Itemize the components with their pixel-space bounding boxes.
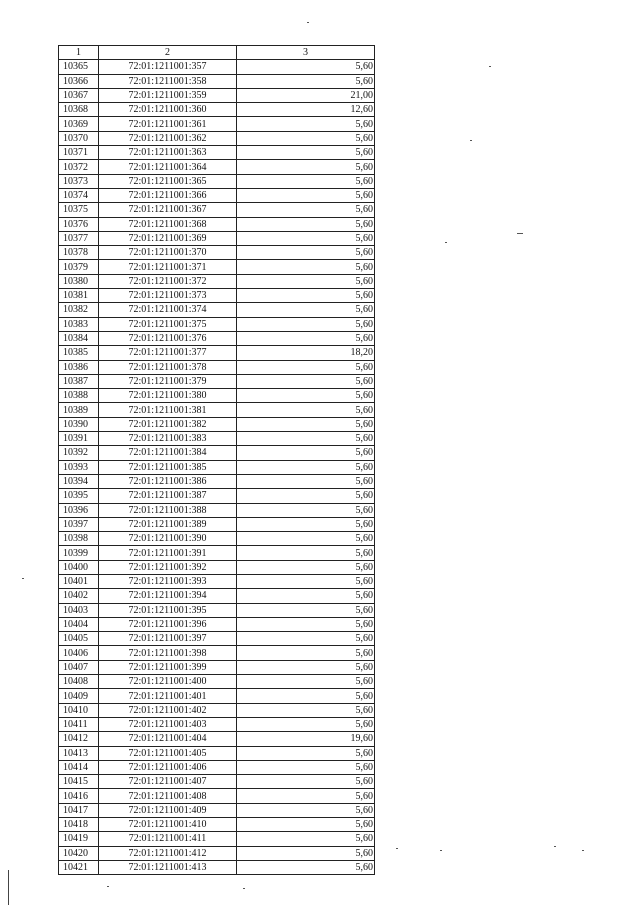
row-value: 5,60 <box>237 560 375 574</box>
scan-speck <box>582 850 584 851</box>
table-row <box>59 174 375 188</box>
row-number: 10387 <box>59 374 99 388</box>
table-row <box>59 74 375 88</box>
table-row <box>59 503 375 517</box>
row-number: 10369 <box>59 117 99 131</box>
row-number: 10404 <box>59 617 99 631</box>
row-number: 10365 <box>59 60 99 74</box>
cadastral-number: 72:01:1211001:396 <box>99 617 237 631</box>
row-number: 10389 <box>59 403 99 417</box>
row-number: 10382 <box>59 303 99 317</box>
cadastral-number: 72:01:1211001:369 <box>99 231 237 245</box>
row-value: 5,60 <box>237 432 375 446</box>
table-row <box>59 560 375 574</box>
row-value: 5,60 <box>237 818 375 832</box>
row-value: 5,60 <box>237 546 375 560</box>
scan-speck <box>22 578 24 579</box>
row-number: 10409 <box>59 689 99 703</box>
row-value: 5,60 <box>237 160 375 174</box>
cadastral-number: 72:01:1211001:410 <box>99 818 237 832</box>
cadastral-number: 72:01:1211001:388 <box>99 503 237 517</box>
table-row <box>59 417 375 431</box>
cadastral-number: 72:01:1211001:366 <box>99 188 237 202</box>
row-number: 10379 <box>59 260 99 274</box>
table-row <box>59 532 375 546</box>
column-header-3: 3 <box>237 46 375 60</box>
table-row <box>59 646 375 660</box>
row-value: 5,60 <box>237 417 375 431</box>
row-number: 10373 <box>59 174 99 188</box>
row-number: 10371 <box>59 146 99 160</box>
row-value: 5,60 <box>237 146 375 160</box>
cadastral-number: 72:01:1211001:389 <box>99 517 237 531</box>
cadastral-number: 72:01:1211001:359 <box>99 88 237 102</box>
cadastral-number: 72:01:1211001:401 <box>99 689 237 703</box>
row-value: 5,60 <box>237 846 375 860</box>
table-row <box>59 832 375 846</box>
cadastral-number: 72:01:1211001:378 <box>99 360 237 374</box>
table-row <box>59 260 375 274</box>
row-value: 5,60 <box>237 789 375 803</box>
row-number: 10396 <box>59 503 99 517</box>
table-row <box>59 274 375 288</box>
row-value: 5,60 <box>237 489 375 503</box>
table-row <box>59 603 375 617</box>
row-value: 5,60 <box>237 675 375 689</box>
cadastral-number: 72:01:1211001:367 <box>99 203 237 217</box>
row-value: 5,60 <box>237 289 375 303</box>
cadastral-number: 72:01:1211001:413 <box>99 860 237 874</box>
table-row <box>59 632 375 646</box>
table-row <box>59 246 375 260</box>
row-number: 10421 <box>59 860 99 874</box>
row-value: 5,60 <box>237 260 375 274</box>
row-value: 5,60 <box>237 703 375 717</box>
row-number: 10376 <box>59 217 99 231</box>
row-number: 10375 <box>59 203 99 217</box>
row-value: 21,00 <box>237 88 375 102</box>
table-row <box>59 103 375 117</box>
row-number: 10401 <box>59 574 99 588</box>
table-row <box>59 403 375 417</box>
row-value: 5,60 <box>237 474 375 488</box>
row-value: 5,60 <box>237 446 375 460</box>
table-row <box>59 303 375 317</box>
row-value: 5,60 <box>237 246 375 260</box>
cadastral-number: 72:01:1211001:360 <box>99 103 237 117</box>
cadastral-number: 72:01:1211001:399 <box>99 660 237 674</box>
table-row <box>59 574 375 588</box>
table-row <box>59 818 375 832</box>
cadastral-number: 72:01:1211001:395 <box>99 603 237 617</box>
row-number: 10386 <box>59 360 99 374</box>
cadastral-number: 72:01:1211001:364 <box>99 160 237 174</box>
table-row <box>59 660 375 674</box>
table-row <box>59 760 375 774</box>
row-value: 5,60 <box>237 760 375 774</box>
table-row <box>59 617 375 631</box>
cadastral-number: 72:01:1211001:406 <box>99 760 237 774</box>
table-row <box>59 88 375 102</box>
cadastral-number: 72:01:1211001:397 <box>99 632 237 646</box>
cadastral-number: 72:01:1211001:412 <box>99 846 237 860</box>
row-number: 10407 <box>59 660 99 674</box>
cadastral-number: 72:01:1211001:375 <box>99 317 237 331</box>
row-number: 10367 <box>59 88 99 102</box>
table-row <box>59 231 375 245</box>
cadastral-number: 72:01:1211001:407 <box>99 775 237 789</box>
cadastral-number: 72:01:1211001:394 <box>99 589 237 603</box>
row-number: 10397 <box>59 517 99 531</box>
row-number: 10410 <box>59 703 99 717</box>
row-number: 10390 <box>59 417 99 431</box>
row-value: 5,60 <box>237 117 375 131</box>
row-value: 5,60 <box>237 632 375 646</box>
cadastral-number: 72:01:1211001:392 <box>99 560 237 574</box>
scan-speck <box>554 846 556 847</box>
row-value: 5,60 <box>237 775 375 789</box>
row-number: 10420 <box>59 846 99 860</box>
row-number: 10394 <box>59 474 99 488</box>
table-row <box>59 331 375 345</box>
table-row <box>59 289 375 303</box>
row-number: 10383 <box>59 317 99 331</box>
table-row <box>59 489 375 503</box>
row-number: 10368 <box>59 103 99 117</box>
column-header-2: 2 <box>99 46 237 60</box>
row-value: 5,60 <box>237 331 375 345</box>
row-value: 5,60 <box>237 603 375 617</box>
cadastral-number: 72:01:1211001:372 <box>99 274 237 288</box>
table-row <box>59 589 375 603</box>
row-number: 10392 <box>59 446 99 460</box>
table-row <box>59 346 375 360</box>
row-number: 10372 <box>59 160 99 174</box>
row-value: 5,60 <box>237 374 375 388</box>
row-number: 10398 <box>59 532 99 546</box>
row-value: 5,60 <box>237 389 375 403</box>
row-value: 5,60 <box>237 203 375 217</box>
table-row <box>59 432 375 446</box>
row-number: 10377 <box>59 231 99 245</box>
row-value: 5,60 <box>237 617 375 631</box>
row-number: 10399 <box>59 546 99 560</box>
row-number: 10370 <box>59 131 99 145</box>
row-value: 5,60 <box>237 188 375 202</box>
row-value: 5,60 <box>237 131 375 145</box>
row-number: 10414 <box>59 760 99 774</box>
cadastral-number: 72:01:1211001:358 <box>99 74 237 88</box>
cadastral-number: 72:01:1211001:411 <box>99 832 237 846</box>
row-number: 10380 <box>59 274 99 288</box>
cadastral-number: 72:01:1211001:405 <box>99 746 237 760</box>
cadastral-number: 72:01:1211001:386 <box>99 474 237 488</box>
row-number: 10393 <box>59 460 99 474</box>
cadastral-number: 72:01:1211001:391 <box>99 546 237 560</box>
cadastral-number: 72:01:1211001:398 <box>99 646 237 660</box>
cadastral-number: 72:01:1211001:404 <box>99 732 237 746</box>
column-header-1: 1 <box>59 46 99 60</box>
table-row <box>59 160 375 174</box>
table-row <box>59 389 375 403</box>
cadastral-number: 72:01:1211001:377 <box>99 346 237 360</box>
row-number: 10402 <box>59 589 99 603</box>
table-row <box>59 146 375 160</box>
row-value: 5,60 <box>237 746 375 760</box>
table-row <box>59 217 375 231</box>
cadastral-number: 72:01:1211001:400 <box>99 675 237 689</box>
row-number: 10384 <box>59 331 99 345</box>
row-value: 5,60 <box>237 589 375 603</box>
cadastral-number: 72:01:1211001:363 <box>99 146 237 160</box>
row-number: 10385 <box>59 346 99 360</box>
cadastral-number: 72:01:1211001:371 <box>99 260 237 274</box>
row-number: 10395 <box>59 489 99 503</box>
table-row <box>59 789 375 803</box>
row-number: 10378 <box>59 246 99 260</box>
header-row <box>59 46 375 60</box>
cadastral-number: 72:01:1211001:379 <box>99 374 237 388</box>
row-value: 5,60 <box>237 274 375 288</box>
scan-speck <box>470 140 472 141</box>
scan-speck <box>445 242 447 243</box>
scan-speck <box>440 850 442 851</box>
row-number: 10413 <box>59 746 99 760</box>
row-value: 5,60 <box>237 689 375 703</box>
table-body <box>59 60 375 875</box>
row-number: 10388 <box>59 389 99 403</box>
table-row <box>59 446 375 460</box>
row-value: 5,60 <box>237 532 375 546</box>
scan-edge-line <box>8 870 9 905</box>
table-row <box>59 689 375 703</box>
row-value: 5,60 <box>237 574 375 588</box>
cadastral-number: 72:01:1211001:390 <box>99 532 237 546</box>
scan-speck <box>243 888 245 889</box>
row-number: 10403 <box>59 603 99 617</box>
row-value: 18,20 <box>237 346 375 360</box>
cadastral-number: 72:01:1211001:387 <box>99 489 237 503</box>
cadastral-number: 72:01:1211001:408 <box>99 789 237 803</box>
cadastral-number: 72:01:1211001:382 <box>99 417 237 431</box>
cadastral-number: 72:01:1211001:374 <box>99 303 237 317</box>
table-row <box>59 546 375 560</box>
cadastral-number: 72:01:1211001:381 <box>99 403 237 417</box>
row-value: 5,60 <box>237 360 375 374</box>
row-value: 5,60 <box>237 317 375 331</box>
cadastral-number: 72:01:1211001:362 <box>99 131 237 145</box>
row-number: 10412 <box>59 732 99 746</box>
row-number: 10381 <box>59 289 99 303</box>
row-value: 5,60 <box>237 860 375 874</box>
cadastral-number: 72:01:1211001:361 <box>99 117 237 131</box>
table-row <box>59 775 375 789</box>
row-number: 10400 <box>59 560 99 574</box>
table-row <box>59 517 375 531</box>
row-value: 5,60 <box>237 717 375 731</box>
table-row <box>59 203 375 217</box>
row-value: 5,60 <box>237 503 375 517</box>
table-row <box>59 860 375 874</box>
cadastral-number: 72:01:1211001:357 <box>99 60 237 74</box>
row-number: 10418 <box>59 818 99 832</box>
row-value: 5,60 <box>237 832 375 846</box>
table-row <box>59 846 375 860</box>
scan-speck <box>396 848 398 849</box>
cadastral-number: 72:01:1211001:383 <box>99 432 237 446</box>
table-row <box>59 374 375 388</box>
table-row <box>59 460 375 474</box>
table-row <box>59 803 375 817</box>
table-row <box>59 60 375 74</box>
cadastral-number: 72:01:1211001:376 <box>99 331 237 345</box>
scan-speck <box>489 66 491 67</box>
row-value: 5,60 <box>237 803 375 817</box>
cadastral-number: 72:01:1211001:373 <box>99 289 237 303</box>
row-value: 5,60 <box>237 460 375 474</box>
cadastral-number: 72:01:1211001:365 <box>99 174 237 188</box>
scan-speck <box>307 22 309 23</box>
row-number: 10411 <box>59 717 99 731</box>
row-value: 5,60 <box>237 646 375 660</box>
scan-speck <box>517 233 523 234</box>
cadastral-number: 72:01:1211001:368 <box>99 217 237 231</box>
row-value: 5,60 <box>237 403 375 417</box>
cadastral-number: 72:01:1211001:384 <box>99 446 237 460</box>
row-number: 10366 <box>59 74 99 88</box>
row-number: 10406 <box>59 646 99 660</box>
cadastral-number: 72:01:1211001:380 <box>99 389 237 403</box>
row-value: 5,60 <box>237 660 375 674</box>
cadastral-number: 72:01:1211001:370 <box>99 246 237 260</box>
row-value: 5,60 <box>237 174 375 188</box>
row-value: 12,60 <box>237 103 375 117</box>
row-value: 19,60 <box>237 732 375 746</box>
table-row <box>59 317 375 331</box>
row-value: 5,60 <box>237 217 375 231</box>
table-row <box>59 703 375 717</box>
table-row <box>59 131 375 145</box>
cadastral-number: 72:01:1211001:393 <box>99 574 237 588</box>
row-number: 10415 <box>59 775 99 789</box>
table-row <box>59 675 375 689</box>
row-number: 10408 <box>59 675 99 689</box>
table-row <box>59 117 375 131</box>
cadastral-number: 72:01:1211001:409 <box>99 803 237 817</box>
row-value: 5,60 <box>237 517 375 531</box>
table-row <box>59 746 375 760</box>
row-number: 10391 <box>59 432 99 446</box>
table-row <box>59 474 375 488</box>
row-number: 10374 <box>59 188 99 202</box>
row-value: 5,60 <box>237 74 375 88</box>
row-number: 10416 <box>59 789 99 803</box>
row-value: 5,60 <box>237 231 375 245</box>
row-number: 10419 <box>59 832 99 846</box>
row-number: 10417 <box>59 803 99 817</box>
table-row <box>59 188 375 202</box>
data-table <box>58 45 375 875</box>
cadastral-number: 72:01:1211001:385 <box>99 460 237 474</box>
table-row <box>59 732 375 746</box>
row-value: 5,60 <box>237 60 375 74</box>
table-row <box>59 360 375 374</box>
cadastral-number: 72:01:1211001:402 <box>99 703 237 717</box>
table-row <box>59 717 375 731</box>
scan-speck <box>107 886 109 887</box>
row-number: 10405 <box>59 632 99 646</box>
row-value: 5,60 <box>237 303 375 317</box>
cadastral-number: 72:01:1211001:403 <box>99 717 237 731</box>
